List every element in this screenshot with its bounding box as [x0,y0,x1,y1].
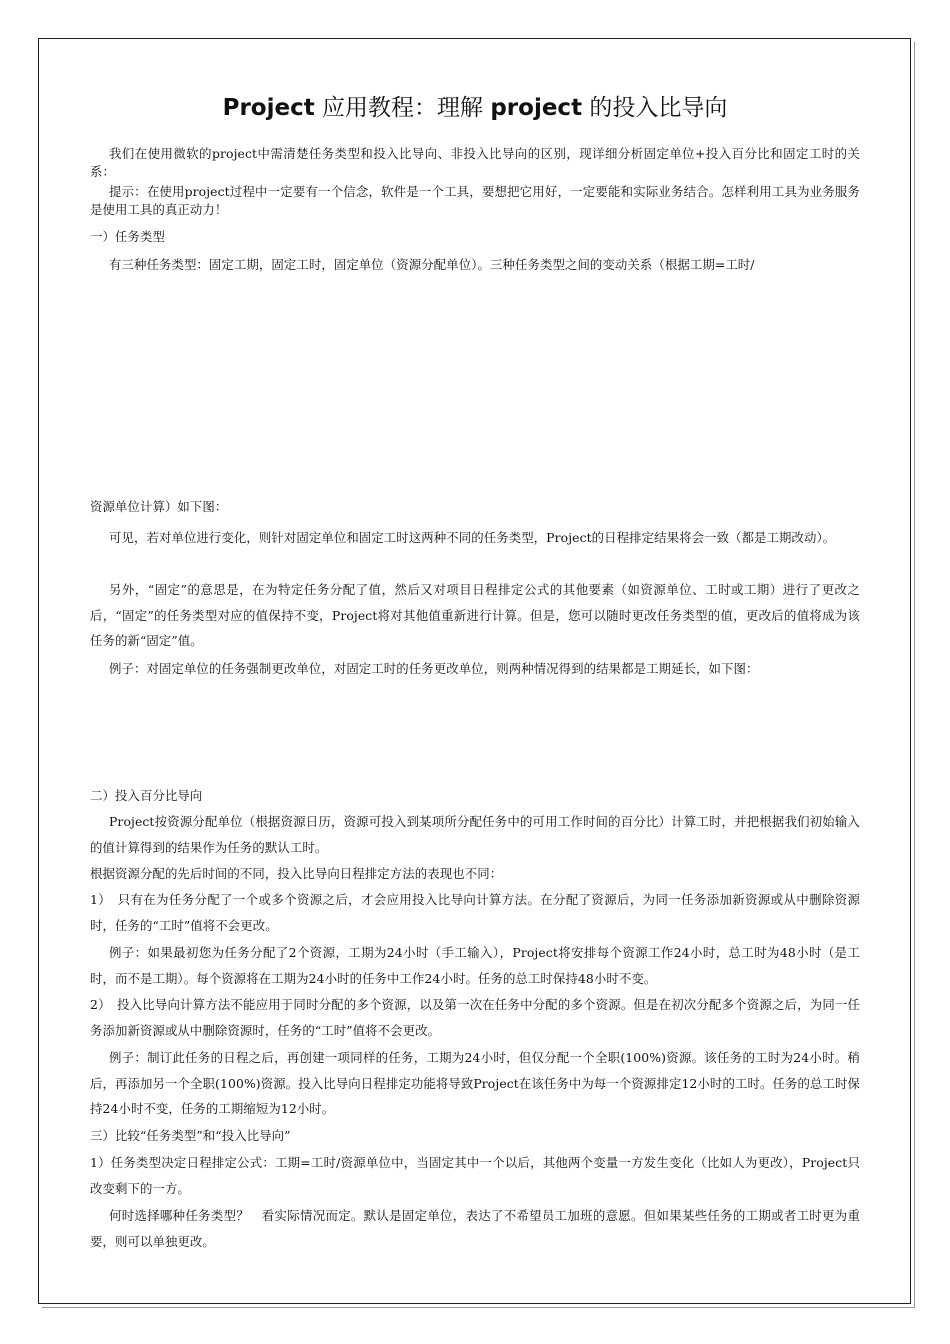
section-2-example-2: 例子：制订此任务的日程之后，再创建一项同样的任务，工期为24小时，但仅分配一个全职(100%)资源。该任务的工时为24小时。稍后，再添加另一个全职(100%)资源。投入比导向日程排定功能将导致Project在该任务中为每一个资源排定12小时的工时。任务的总工时保持24小时不变，任务的工期缩短为12小时。 [90,1050,860,1116]
section-1-example: 例子：对固定单位的任务强制更改单位，对固定工时的任务更改单位，则两种情况得到的结果都是工期延长，如下图： [109,661,759,676]
section-1-paragraph-1-continued: 资源单位计算）如下图： [90,499,228,514]
section-2-item-1: 1） 只有在为任务分配了一个或多个资源之后，才会应用投入比导向计算方法。在分配了资源后，为同一任务添加新资源或从中删除资源时，任务的“工时”值将不会更改。 [90,892,860,933]
section-3-paragraph-1: 1）任务类型决定日程排定公式：工期=工时/资源单位中，当固定其中一个以后，其他两个变量一方发生变化（比如人为更改），Project只改变剩下的一方。 [90,1155,860,1196]
section-1-paragraph-1: 有三种任务类型：固定工期，固定工时，固定单位（资源分配单位）。三种任务类型之间的变动关系（根据工期=工时/ [109,257,755,272]
section-2-paragraph-1: Project按资源分配单位（根据资源日历，资源可投入到某项所分配任务中的可用工作时间的百分比）计算工时，并把根据我们初始输入的值计算得到的结果作为任务的默认工时。 [90,814,860,855]
title-end: 的投入比导向 [582,95,728,121]
section-1-heading: 一）任务类型 [90,229,165,244]
intro-paragraph: 我们在使用微软的project中需清楚任务类型和投入比导向、非投入比导向的区别，现详细分析固定单位+投入百分比和固定工时的关系： [90,146,860,179]
document-title [40,92,910,124]
section-2-paragraph-2: 根据资源分配的先后时间的不同，投入比导向日程排定方法的表现也不同： [90,866,503,881]
tip-paragraph: 提示：在使用project过程中一定要有一个信念，软件是一个工具，要想把它用好，一定要能和实际业务结合。怎样利用工具为业务服务是使用工具的真正动力！ [90,184,860,217]
section-3-heading: 三）比较“任务类型”和“投入比导向” [90,1128,291,1143]
title-middle: 应用教程：理解 [314,95,491,121]
section-2-heading: 二）投入百分比导向 [90,788,203,803]
section-2-item-2: 2） 投入比导向计算方法不能应用于同时分配的多个资源，以及第一次在任务中分配的多个资源。但是在初次分配多个资源之后，为同一任务添加新资源或从中删除资源时，任务的“工时”值将不会更改。 [90,997,860,1038]
section-3-paragraph-2: 何时选择哪种任务类型？ 看实际情况而定。默认是固定单位，表达了不希望员工加班的意愿。但如果某些任务的工期或者工时更为重要，则可以单独更改。 [90,1208,860,1249]
title-project-word-2: project [490,95,583,121]
section-2-example-1: 例子：如果最初您为任务分配了2个资源，工期为24小时（手工输入），Project将安排每个资源工作24小时，总工时为48小时（是工时，而不是工期）。每个资源将在工期为24小时的任务中工作24小时。任务的总工时保持48小时不变。 [90,945,860,986]
section-1-paragraph-3: 另外，“固定”的意思是，在为特定任务分配了值，然后又对项目日程排定公式的其他要素（如资源单位、工时或工期）进行了更改之后，“固定”的任务类型对应的值保持不变，Project将对其他值重新进行计算。但是，您可以随时更改任务类型的值，更改后的值将成为该任务的新“固定”值。 [90,582,860,648]
title-project-word: Project [222,95,315,121]
section-1-paragraph-2: 可见，若对单位进行变化，则针对固定单位和固定工时这两种不同的任务类型，Project的日程排定结果将会一致（都是工期改动）。 [109,530,836,545]
